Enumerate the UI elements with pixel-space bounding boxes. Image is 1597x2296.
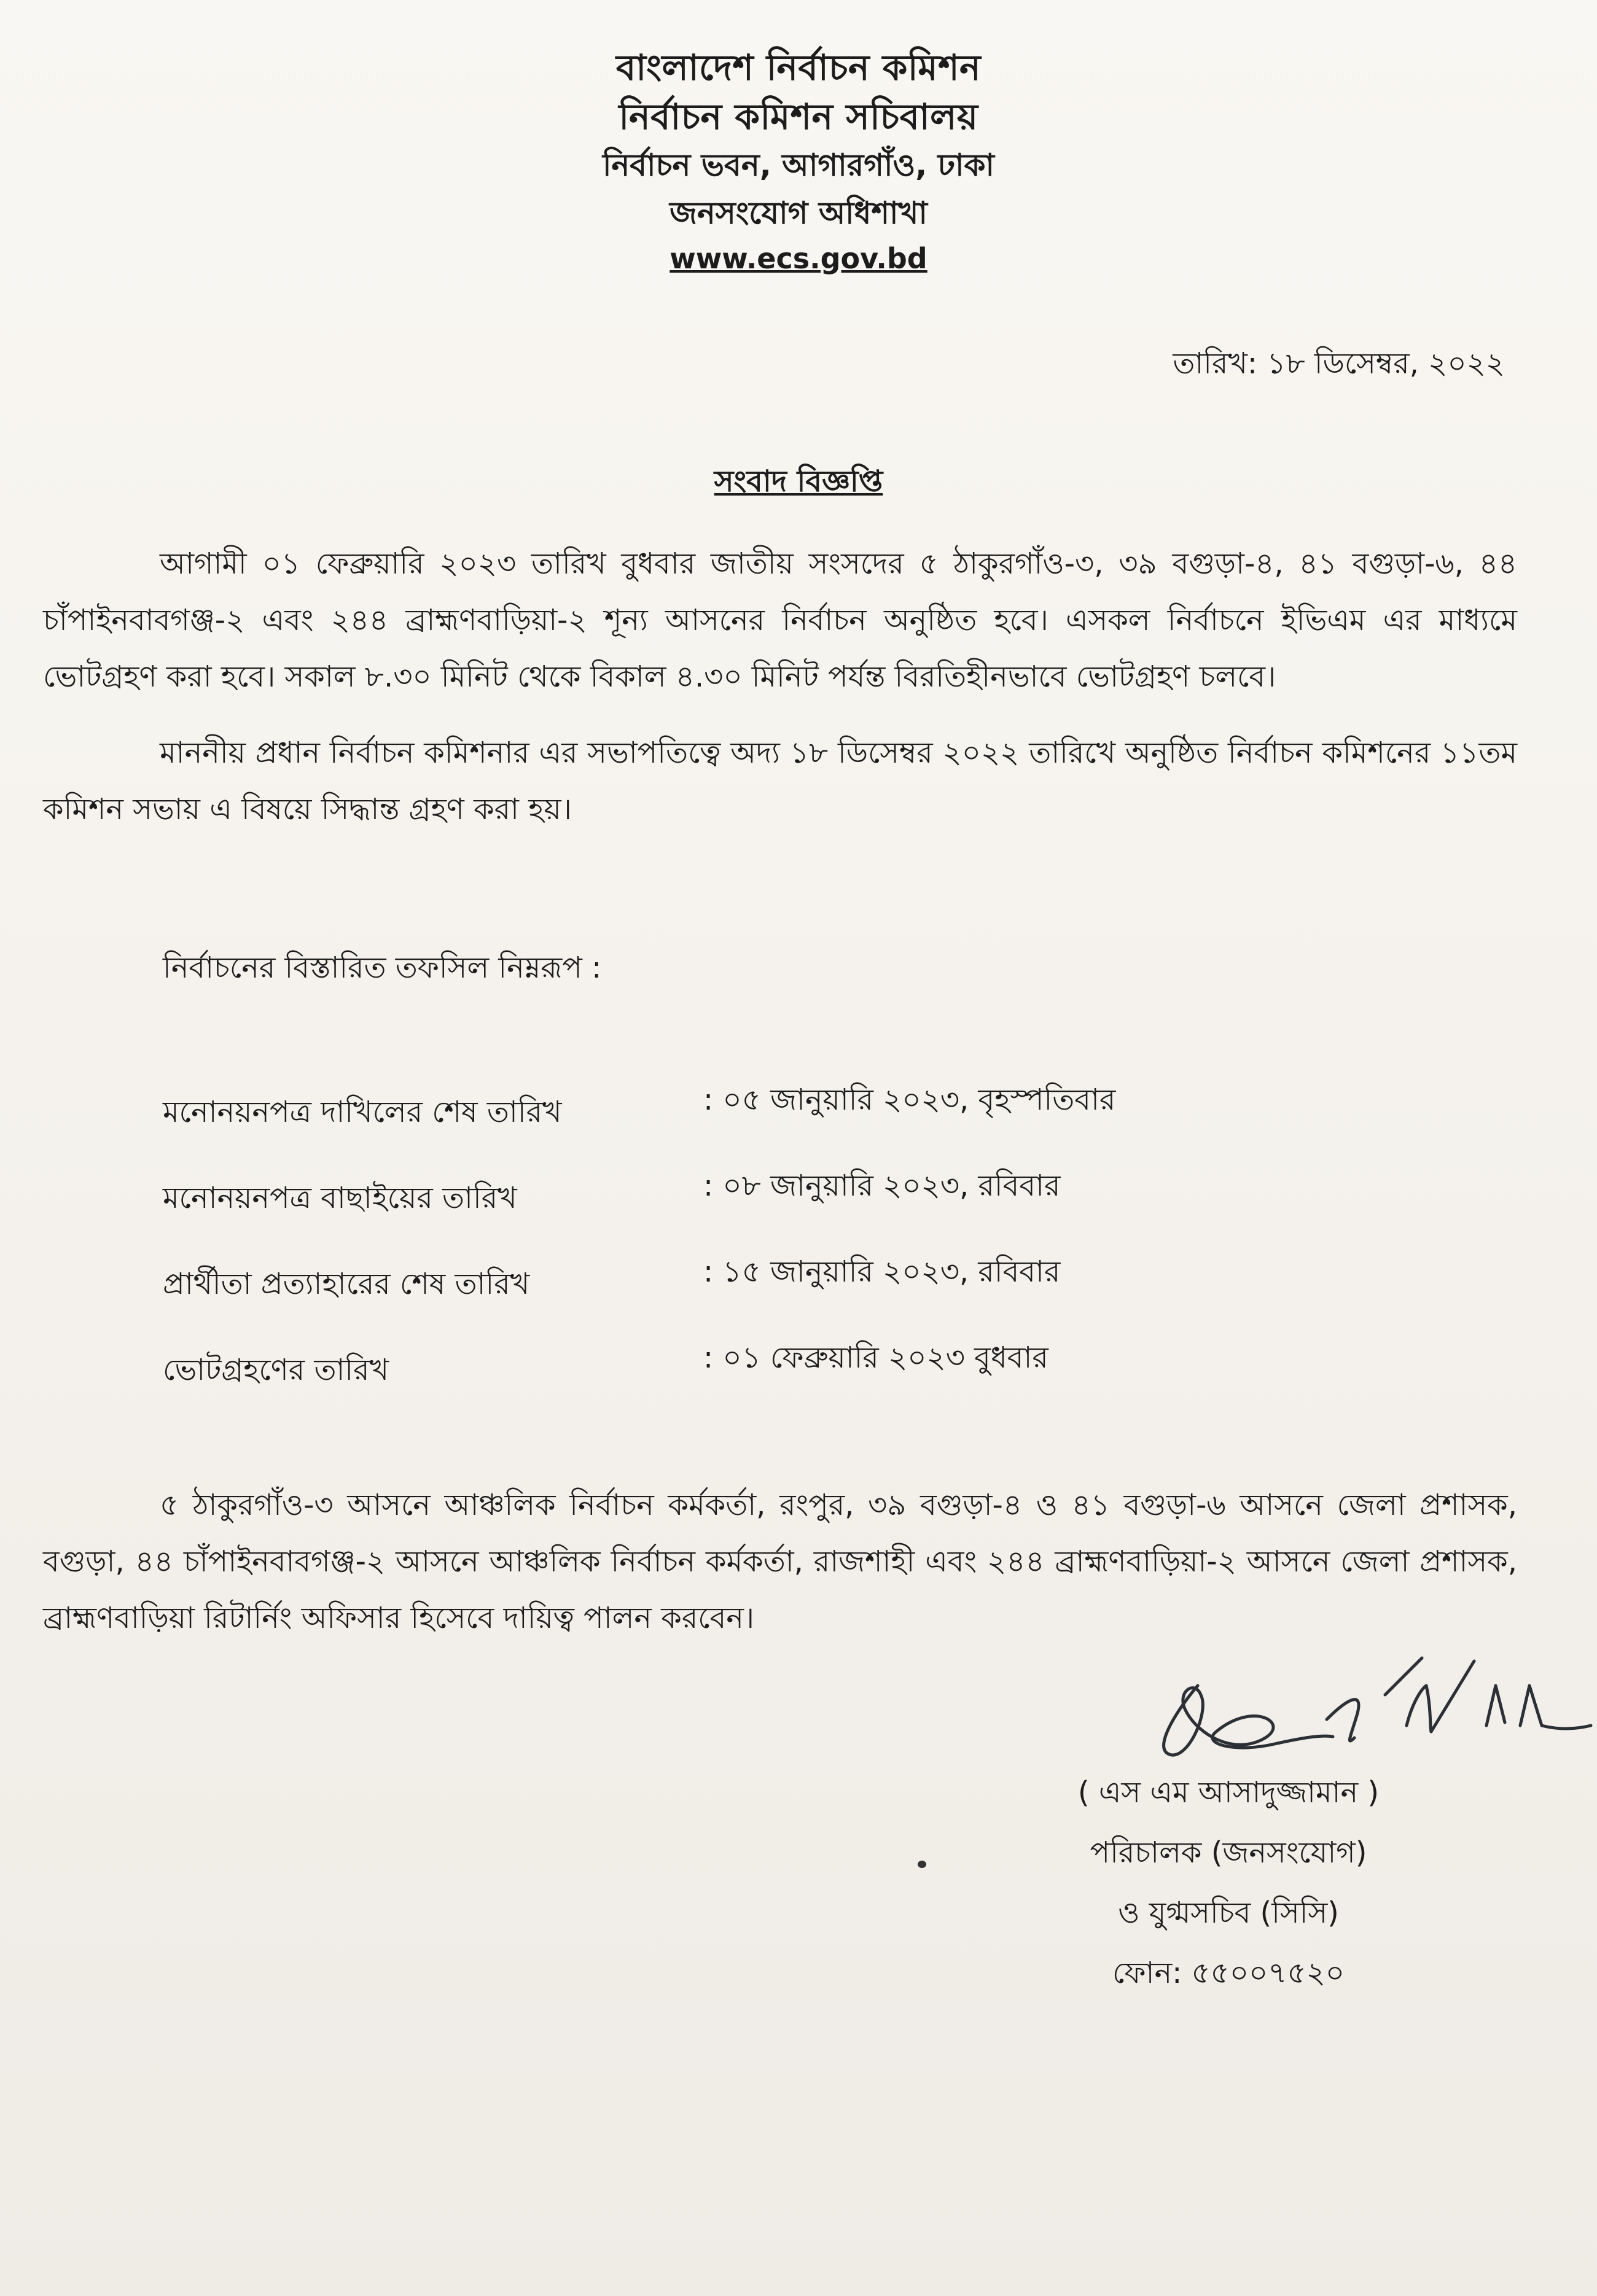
website-link[interactable]: www.ecs.gov.bd bbox=[670, 242, 927, 275]
wing-name: জনসংযোগ অধিশাখা bbox=[670, 195, 927, 231]
schedule-row bbox=[163, 1164, 1453, 1250]
schedule-label: প্রার্থীতা প্রত্যাহারের শেষ তারিখ bbox=[163, 1267, 530, 1301]
paragraph-returning-officers: ৫ ঠাকুরগাঁও-৩ আসনে আঞ্চলিক নির্বাচন কর্মকর্তা, রংপুর, ৩৯ বগুড়া-৪ ও ৪১ বগুড়া-৬ আসনে জেলা প্রশাসক, বগুড়া, ৪৪ চাঁপাইনবাবগঞ্জ-২ আসনে আঞ্চলিক নির্বাচন কর্মকর্তা, রাজশাহী এবং ২৪৪ ব্রাহ্মণবাড়িয়া-২ আসনে জেলা প্রশাসক, ব্রাহ্মণবাড়িয়া রিটার্নিং অফিসার হিসেবে দায়িত্ব পালন করবেন। bbox=[43, 1488, 1517, 1635]
signatory-name: ( এস এম আসাদুজ্জামান ) bbox=[1077, 1775, 1380, 1810]
schedule-row bbox=[163, 1250, 1453, 1336]
secretariat-name: নির্বাচন কমিশন সচিবালয় bbox=[619, 96, 978, 138]
schedule-value: : ০৮ জানুয়ারি ২০২৩, রবিবার bbox=[703, 1169, 1061, 1203]
schedule-label: মনোনয়নপত্র বাছাইয়ের তারিখ bbox=[163, 1181, 517, 1215]
schedule-row bbox=[163, 1078, 1453, 1164]
signatory-block bbox=[958, 1762, 1499, 2003]
schedule-value: : ১৫ জানুয়ারি ২০২৩, রবিবার bbox=[703, 1255, 1061, 1289]
paper-speck bbox=[918, 1861, 926, 1868]
schedule-label: ভোটগ্রহণের তারিখ bbox=[163, 1353, 389, 1387]
schedule-row bbox=[163, 1336, 1453, 1422]
issue-date: তারিখ: ১৮ ডিসেম্বর, ২০২২ bbox=[1173, 346, 1505, 381]
election-schedule bbox=[163, 1078, 1453, 1422]
paragraph-commission-decision: মাননীয় প্রধান নির্বাচন কমিশনার এর সভাপতিত্বে অদ্য ১৮ ডিসেম্বর ২০২২ তারিখে অনুষ্ঠিত নির্বাচন কমিশনের ১১তম কমিশন সভায় এ বিষয়ে সিদ্ধান্ত গ্রহণ করা হয়। bbox=[43, 736, 1517, 827]
address: নির্বাচন ভবন, আগারগাঁও, ঢাকা bbox=[603, 147, 994, 183]
signatory-phone: ফোন: ৫৫০০৭৫২০ bbox=[1112, 1956, 1345, 1990]
schedule-value: : ০৫ জানুয়ারি ২০২৩, বৃহস্পতিবার bbox=[703, 1083, 1116, 1117]
signatory-designation-secondary: ও যুগ্মসচিব (সিসি) bbox=[1118, 1896, 1339, 1930]
org-name: বাংলাদেশ নির্বাচন কমিশন bbox=[615, 47, 982, 88]
paragraph-election-announcement: আগামী ০১ ফেব্রুয়ারি ২০২৩ তারিখ বুধবার জাতীয় সংসদের ৫ ঠাকুরগাঁও-৩, ৩৯ বগুড়া-৪, ৪১ বগুড়া-৬, ৪৪ চাঁপাইনবাবগঞ্জ-২ এবং ২৪৪ ব্রাহ্মণবাড়িয়া-২ শূন্য আসনের নির্বাচন অনুষ্ঠিত হবে। এসকল নির্বাচনে ইভিএম এর মাধ্যমে ভোটগ্রহণ করা হবে। সকাল ৮.৩০ মিনিট থেকে বিকাল ৪.৩০ মিনিট পর্যন্ত বিরতিহীনভাবে ভোটগ্রহণ চলবে। bbox=[43, 547, 1517, 694]
schedule-label: মনোনয়নপত্র দাখিলের শেষ তারিখ bbox=[163, 1095, 562, 1129]
document-heading: সংবাদ বিজ্ঞপ্তি bbox=[714, 464, 883, 499]
schedule-value: : ০১ ফেব্রুয়ারি ২০২৩ বুধবার bbox=[703, 1341, 1048, 1375]
letterhead bbox=[0, 43, 1597, 280]
handwritten-signature bbox=[1142, 1627, 1597, 1781]
signatory-designation: পরিচালক (জনসংযোগ) bbox=[1090, 1835, 1367, 1870]
schedule-intro: নির্বাচনের বিস্তারিত তফসিল নিম্নরূপ : bbox=[163, 951, 602, 985]
